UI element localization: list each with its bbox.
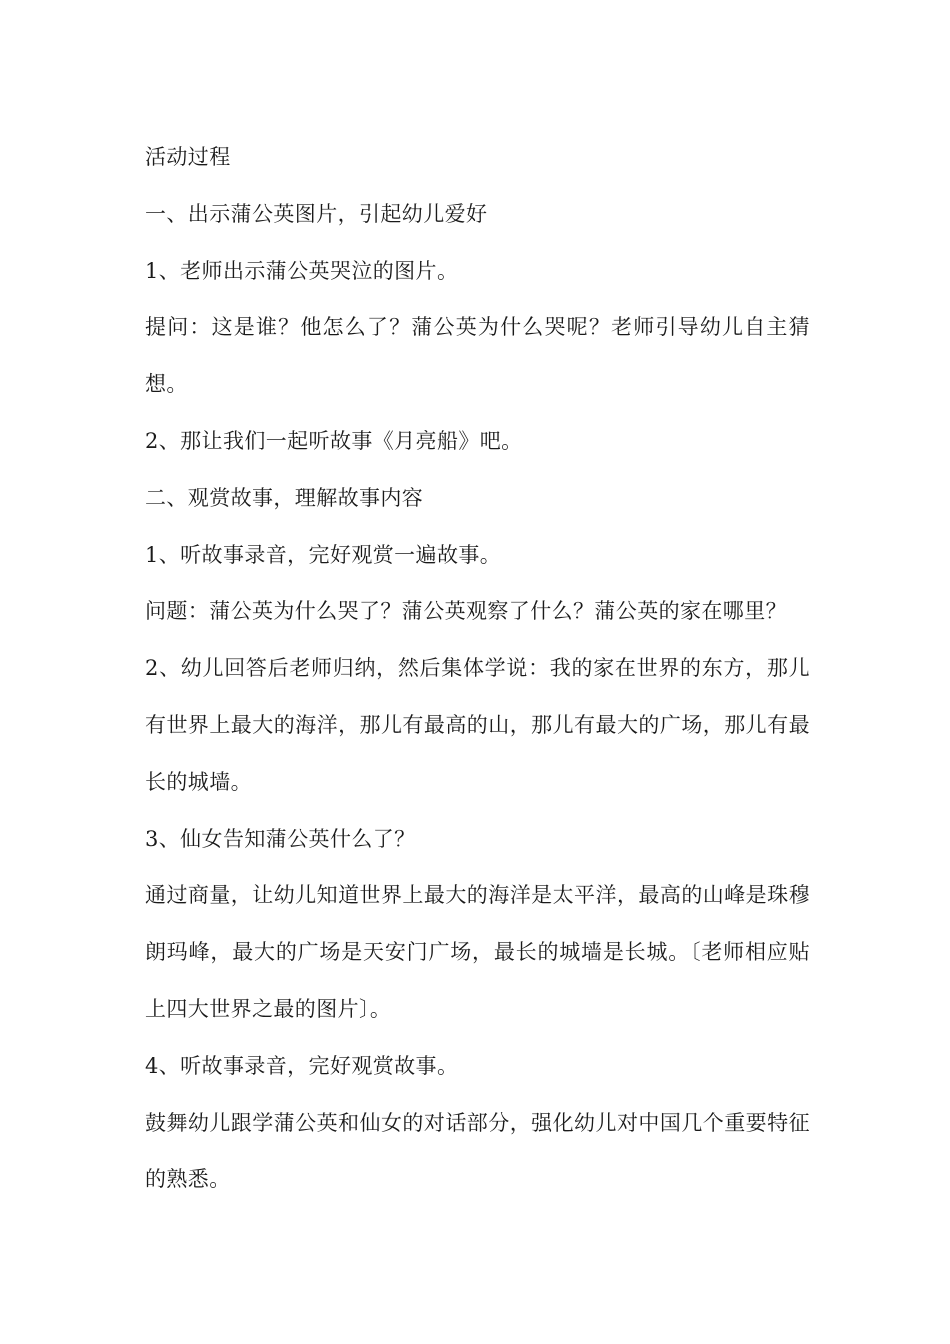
step-1-1: 1、老师出示蒲公英哭泣的图片。 [145, 258, 459, 283]
step-1-2: 2、那让我们一起听故事《月亮船》吧。 [145, 428, 523, 453]
question-paragraph-1: 提问：这是谁？他怎么了？蒲公英为什么哭呢？老师引导幼儿自主猜想。 [145, 315, 810, 397]
section-title: 活动过程 [145, 145, 231, 169]
encouragement-paragraph: 鼓舞幼儿跟学蒲公英和仙女的对话部分，强化幼儿对中国几个重要特征的熟悉。 [145, 1110, 810, 1192]
section-heading-2: 二、观赏故事，理解故事内容 [145, 485, 424, 510]
discussion-paragraph: 通过商量，让幼儿知道世界上最大的海洋是太平洋，最高的山峰是珠穆朗玛峰，最大的广场是天安门广场，最长的城墙是长城。〔老师相应贴上四大世界之最的图片〕。 [145, 883, 810, 1021]
section-heading-1: 一、出示蒲公英图片，引起幼儿爱好 [145, 201, 488, 226]
step-2-3: 3、仙女告知蒲公英什么了？ [145, 826, 416, 851]
question-paragraph-2: 问题：蒲公英为什么哭了？蒲公英观察了什么？蒲公英的家在哪里？ [145, 599, 787, 624]
document-body [145, 129, 810, 1208]
step-2-2: 2、幼儿回答后老师归纳，然后集体学说：我的家在世界的东方，那儿有世界上最大的海洋，那儿有最高的山，那儿有最大的广场，那儿有最长的城墙。 [145, 656, 810, 794]
step-2-1: 1、听故事录音，完好观赏一遍故事。 [145, 542, 502, 567]
step-2-4: 4、听故事录音，完好观赏故事。 [145, 1053, 459, 1078]
